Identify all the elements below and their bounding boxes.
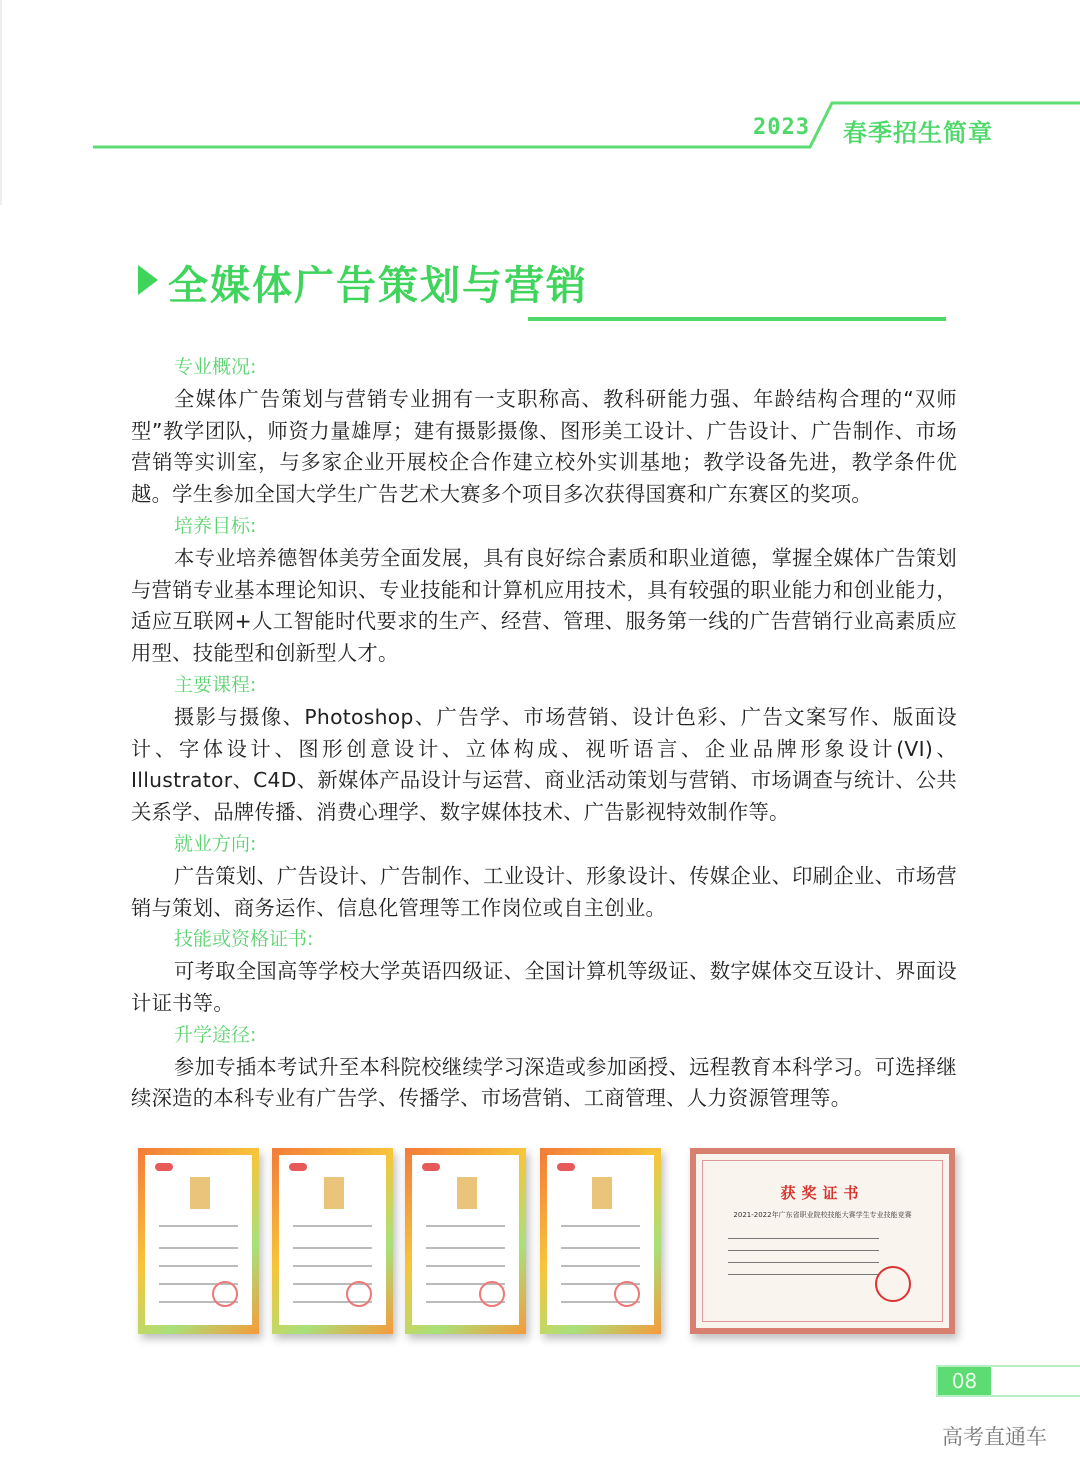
watermark: 高考直通车 xyxy=(942,1425,1047,1449)
award-certificate-image xyxy=(690,1148,955,1334)
section-body: 摄影与摄像、Photoshop、广告学、市场营销、设计色彩、广告文案写作、版面设计、字体设计、图形创意设计、立体构成、视听语言、企业品牌形象设计(VI)、Illustrator、C4D、新媒体产品设计与运营、商业活动策划与营销、市场调查与统计、公共关系学、品牌传播、消费心理学、数字媒体技术、广告影视特效制作等。 xyxy=(131,704,957,825)
section-heading: 培养目标: xyxy=(174,514,257,537)
certificate-subtitle: 2021-2022年广东省职业院校技能大赛学生专业技能竞赛 xyxy=(733,1211,912,1219)
content xyxy=(131,352,957,1115)
page-number: 08 xyxy=(938,1367,991,1395)
section-heading: 主要课程: xyxy=(174,673,257,696)
seal-icon xyxy=(875,1266,911,1302)
section-heading: 升学途径: xyxy=(174,1023,257,1046)
section-heading: 技能或资格证书: xyxy=(174,928,314,951)
competition-certificate-image xyxy=(405,1148,526,1334)
seal-icon xyxy=(212,1281,238,1307)
header-brand: 春季招生简章 xyxy=(843,119,993,147)
section-body: 参加专插本考试升至本科院校继续学习深造或参加函授、远程教育本科学习。可选择继续深造的本科专业有广告学、传播学、市场营销、工商管理、人力资源管理等。 xyxy=(131,1054,957,1111)
section-body: 可考取全国高等学校大学英语四级证、全国计算机等级证、数字媒体交互设计、界面设计证书等。 xyxy=(131,959,957,1015)
competition-certificate-image xyxy=(540,1148,661,1334)
header-year: 2023 xyxy=(753,115,810,140)
section-heading: 专业概况: xyxy=(174,356,257,378)
competition-certificate-image xyxy=(138,1148,259,1334)
competition-certificate-image xyxy=(272,1148,393,1334)
page-title: 全媒体广告策划与营销 xyxy=(168,263,588,309)
section-body: 本专业培养德智体美劳全面发展，具有良好综合素质和职业道德，掌握全媒体广告策划与营销专业基本理论知识、专业技能和计算机应用技术，具有较强的职业能力和创业能力，适应互联网+人工智能时代要求的生产、经营、管理、服务第一线的广告营销行业高素质应用型、技能型和创新型人才。 xyxy=(131,545,957,666)
section-body: 全媒体广告策划与营销专业拥有一支职称高、教科研能力强、年龄结构合理的“双师型”教学团队，师资力量雄厚；建有摄影摄像、图形美工设计、广告设计、广告制作、市场营销等实训室，与多家企业开展校企合作建立校外实训基地；教学设备先进，教学条件优越。学生参加全国大学生广告艺术大赛多个项目多次获得国赛和广东赛区的奖项。 xyxy=(131,386,957,507)
seal-icon xyxy=(614,1281,640,1307)
seal-icon xyxy=(346,1281,372,1307)
certificate-heading: 获奖证书 xyxy=(780,1184,865,1202)
page-number-box xyxy=(936,1365,1080,1397)
section-body: 广告策划、广告设计、广告制作、工业设计、形象设计、传媒企业、印刷企业、市场营销与策划、商务运作、信息化管理等工作岗位或自主创业。 xyxy=(131,863,957,920)
triangle-bullet-icon xyxy=(138,265,158,295)
seal-icon xyxy=(479,1281,505,1307)
section-heading: 就业方向: xyxy=(174,832,257,855)
title-underline xyxy=(528,317,946,321)
